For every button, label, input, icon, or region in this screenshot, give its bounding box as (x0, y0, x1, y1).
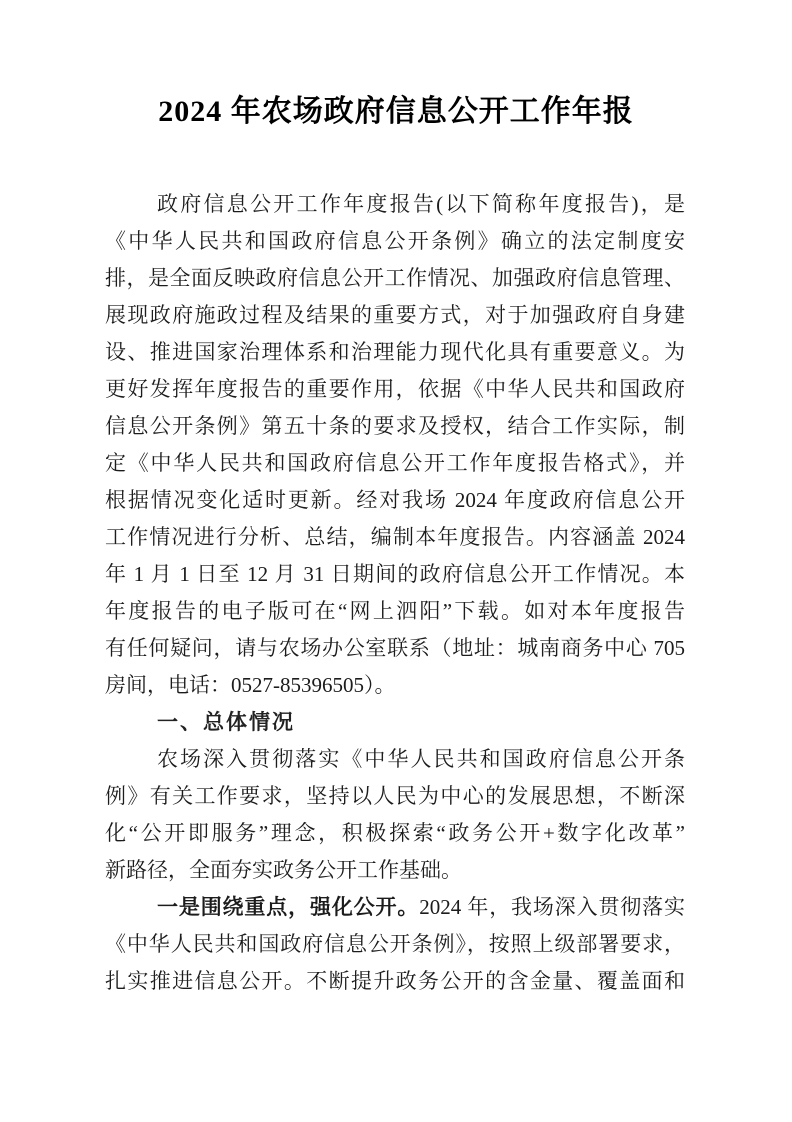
section-heading: 一、总体情况 (157, 711, 295, 734)
paragraph-line (105, 889, 685, 926)
paragraph-line: 扎实推进信息公开。不断提升政务公开的含金量、覆盖面和 (105, 969, 685, 993)
paragraph-lead-rest: 2024 年，我场深入贯彻落实 (419, 895, 685, 919)
paragraph-line: 农场深入贯彻落实《中华人民共和国政府信息公开条 (157, 747, 685, 771)
paragraph-line: 有任何疑问，请与农场办公室联系（地址：城南商务中心 705 (105, 636, 685, 660)
paragraph-line: 年 1 月 1 日至 12 月 31 日期间的政府信息公开工作情况。本 (105, 562, 685, 586)
paragraph-line: 根据情况变化适时更新。经对我场 2024 年度政府信息公开 (105, 488, 685, 512)
paragraph-line: 更好发挥年度报告的重要作用，依据《中华人民共和国政府 (105, 377, 685, 401)
paragraph-line: 设、推进国家治理体系和治理能力现代化具有重要意义。为 (105, 340, 685, 364)
paragraph-line: 展现政府施政过程及结果的重要方式，对于加强政府自身建 (105, 303, 685, 327)
paragraph-lead-bold: 一是围绕重点，强化公开。 (157, 895, 420, 919)
paragraph-line: 政府信息公开工作年度报告(以下简称年度报告)，是 (157, 192, 685, 216)
paragraph-line: 房间，电话：0527-85396505）。 (105, 673, 396, 697)
paragraph-line: 定《中华人民共和国政府信息公开工作年度报告格式》，并 (105, 451, 685, 475)
paragraph-line: 《中华人民共和国政府信息公开条例》，按照上级部署要求， (105, 932, 685, 956)
paragraph-line: 《中华人民共和国政府信息公开条例》确立的法定制度安 (105, 229, 685, 253)
paragraph-line: 例》有关工作要求，坚持以人民为中心的发展思想，不断深 (105, 784, 685, 808)
paragraph-line: 年度报告的电子版可在“网上泗阳”下载。如对本年度报告 (105, 599, 685, 623)
document-title: 2024 年农场政府信息公开工作年报 (158, 95, 634, 128)
paragraph-line: 化“公开即服务”理念，积极探索“政务公开+数字化改革” (105, 821, 685, 845)
document-body (105, 186, 685, 1000)
paragraph-line: 工作情况进行分析、总结，编制本年度报告。内容涵盖 2024 (105, 525, 685, 549)
paragraph-line: 排，是全面反映政府信息公开工作情况、加强政府信息管理、 (105, 266, 685, 290)
paragraph-line: 新路径，全面夯实政务公开工作基础。 (105, 858, 462, 882)
paragraph-line: 信息公开条例》第五十条的要求及授权，结合工作实际，制 (105, 414, 685, 438)
